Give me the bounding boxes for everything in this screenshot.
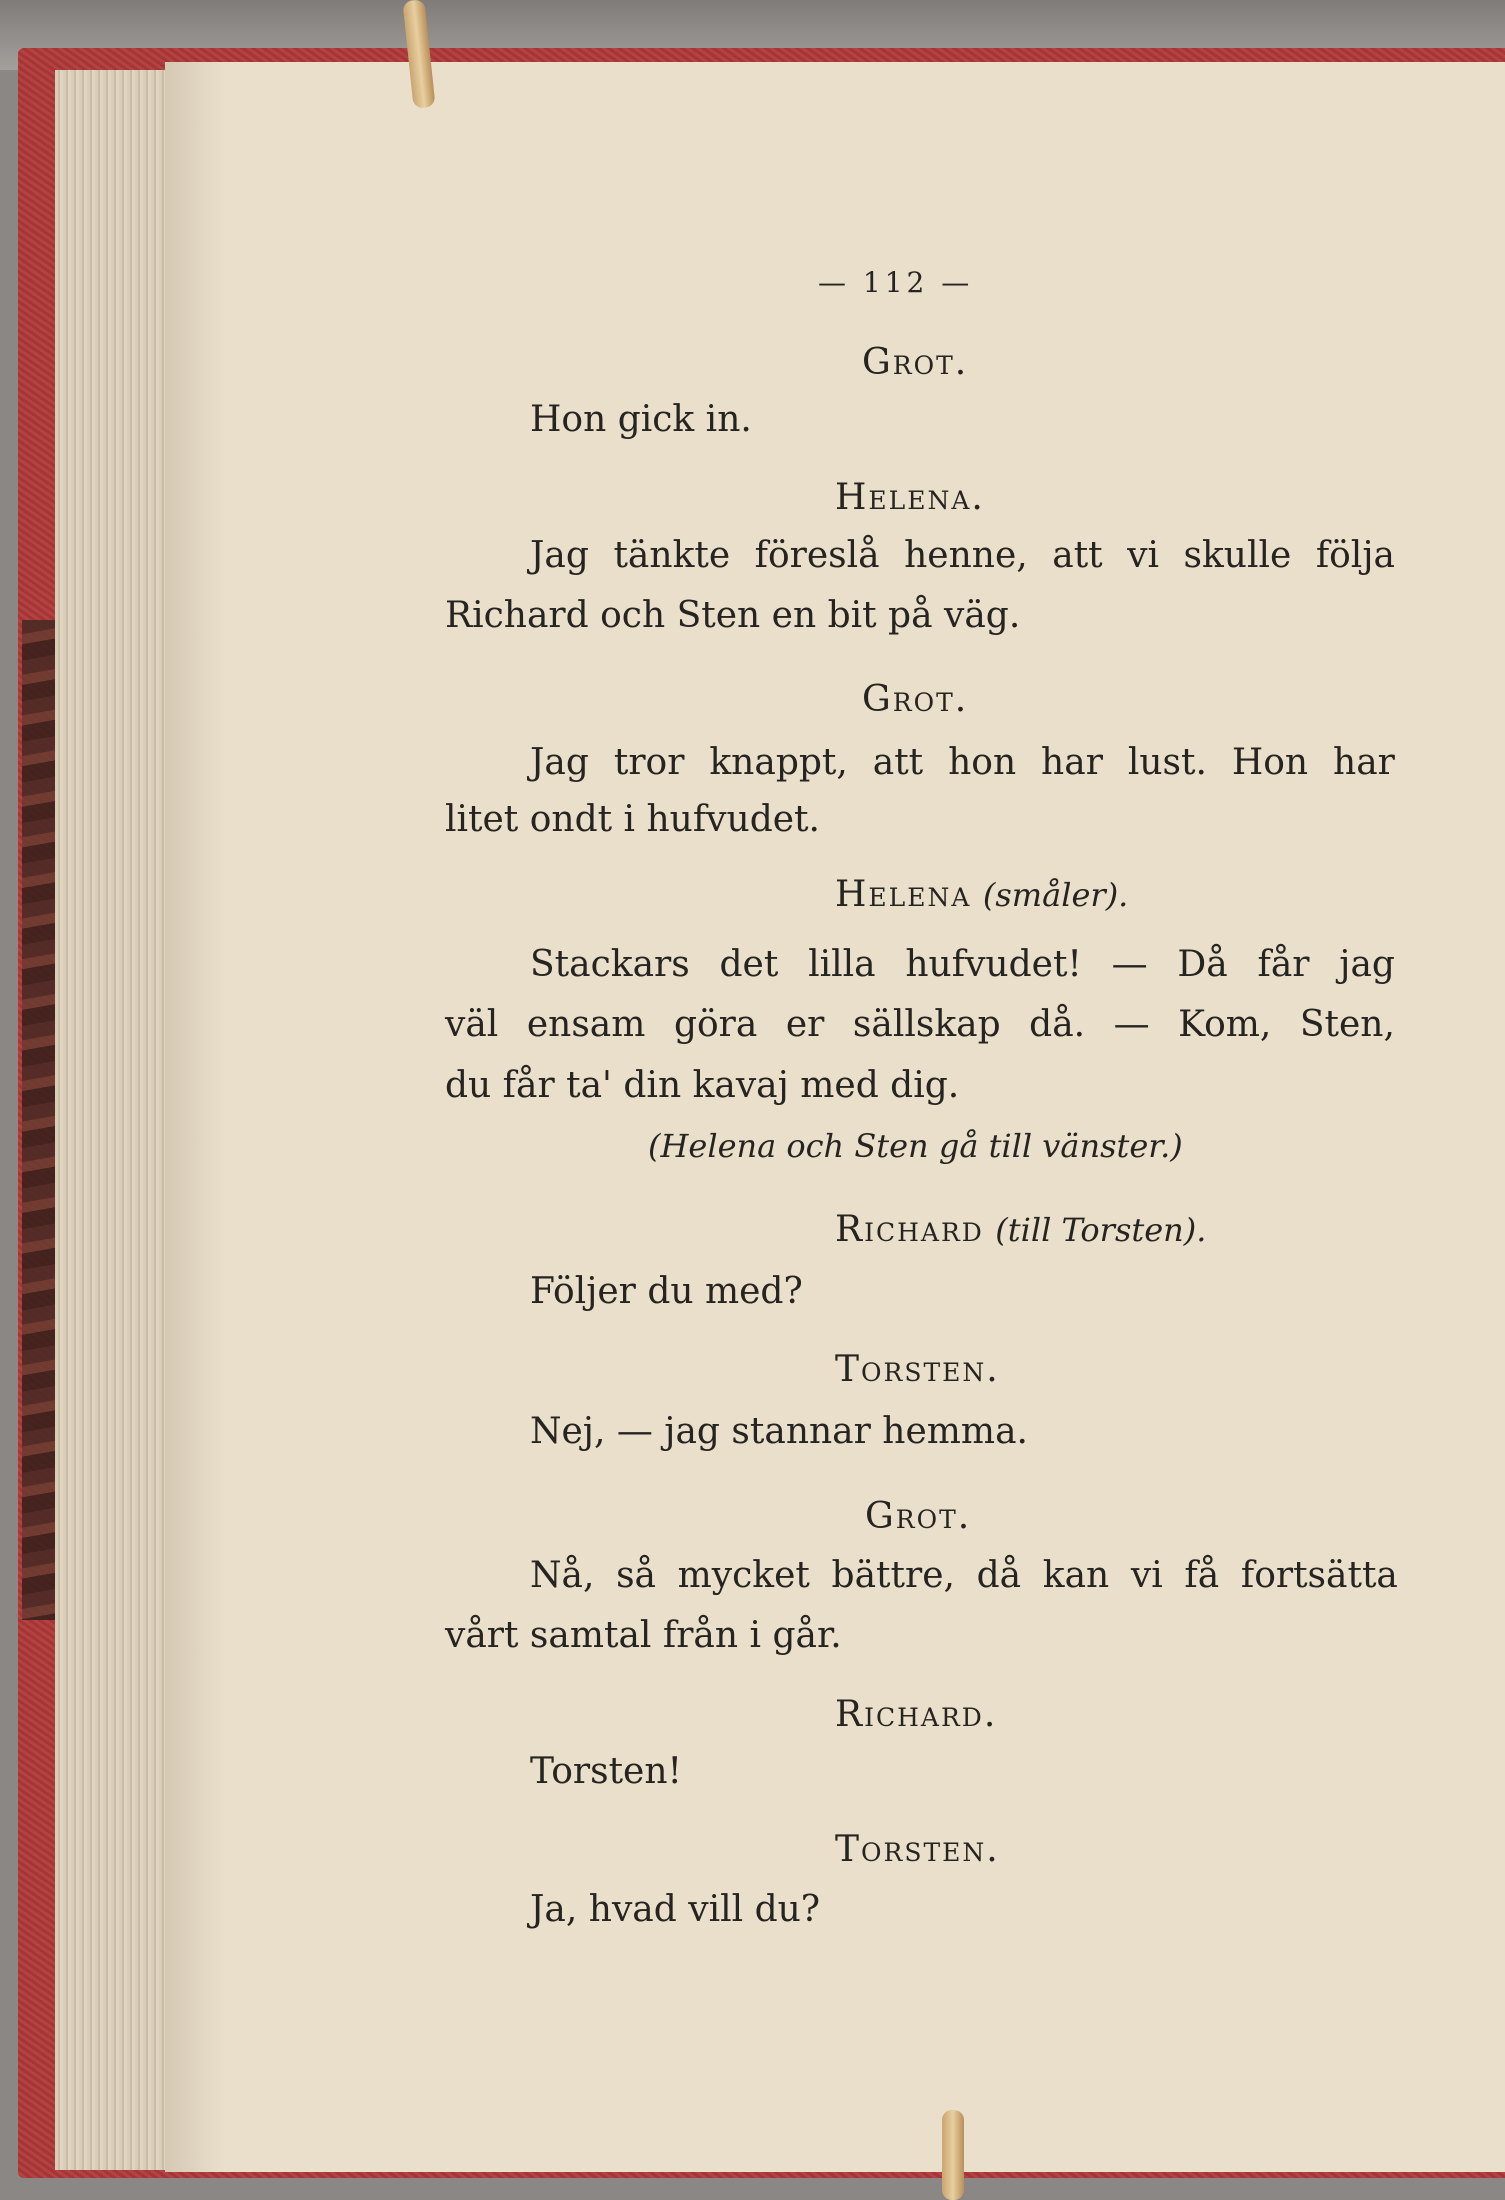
marbled-edge <box>22 620 56 1620</box>
word: vi <box>1127 535 1159 576</box>
speaker-grot: Grot. <box>862 679 969 720</box>
word: knappt, <box>709 742 848 783</box>
word: hufvudet! <box>905 944 1082 985</box>
speaker-name: Helena <box>835 874 972 915</box>
page-edges <box>55 70 170 2170</box>
line-torsten-call: Torsten! <box>530 1751 682 1792</box>
word: — <box>1111 944 1148 985</box>
speaker-helena: Helena. <box>835 477 985 518</box>
word: föreslå <box>754 535 880 576</box>
speaker-name: Richard <box>835 1209 984 1250</box>
stage-direction-exit: (Helena och Sten gå till vänster.) <box>648 1127 1183 1165</box>
line-nej-jag-stannar: Nej, — jag stannar hemma. <box>530 1411 1028 1452</box>
speaker-torsten: Torsten. <box>835 1829 1000 1870</box>
speaker-helena-smaler <box>835 875 1128 915</box>
line-hon-gick-in: Hon gick in. <box>530 399 752 440</box>
word: får <box>1257 944 1310 985</box>
word: lust. <box>1127 742 1207 783</box>
line-grot-3 <box>530 1556 1398 1596</box>
word: följa <box>1315 535 1395 576</box>
stage-direction: (till Torsten). <box>995 1211 1207 1249</box>
word: väl <box>445 1004 499 1045</box>
speaker-grot: Grot. <box>862 342 969 383</box>
word: kan <box>1042 1555 1110 1596</box>
line-helena-3 <box>530 945 1395 985</box>
line-helena-4 <box>445 1005 1395 1045</box>
word: Hon <box>1231 742 1309 783</box>
line-helena-1 <box>530 536 1395 576</box>
word: hon <box>948 742 1017 783</box>
line-foljer-du-med: Följer du med? <box>530 1271 803 1312</box>
word: fortsätta <box>1240 1555 1398 1596</box>
word: lilla <box>808 944 876 985</box>
word: skulle <box>1183 535 1292 576</box>
speaker-torsten: Torsten. <box>835 1349 1000 1390</box>
word: ensam <box>526 1004 646 1045</box>
word: — <box>1113 1004 1150 1045</box>
word: sällskap <box>852 1004 1001 1045</box>
stage-direction: (småler). <box>982 876 1129 914</box>
line-grot-2: litet ondt i hufvudet. <box>445 799 820 840</box>
bottom-clip <box>942 2110 964 2200</box>
word: göra <box>673 1004 758 1045</box>
word: jag <box>1339 944 1395 985</box>
word: tänkte <box>613 535 731 576</box>
word: henne, <box>904 535 1028 576</box>
line-helena-5: du får ta' din kavaj med dig. <box>445 1065 960 1106</box>
word: Jag <box>530 742 589 783</box>
word: vi <box>1130 1555 1163 1596</box>
word: då <box>976 1555 1022 1596</box>
word: har <box>1041 742 1103 783</box>
line-helena-2: Richard och Sten en bit på väg. <box>445 595 1021 636</box>
word: få <box>1184 1555 1220 1596</box>
word: Kom, <box>1178 1004 1272 1045</box>
speaker-grot: Grot. <box>865 1496 972 1537</box>
word: er <box>785 1004 825 1045</box>
word: Sten, <box>1299 1004 1395 1045</box>
word: bättre, <box>831 1555 955 1596</box>
word: Stackars <box>530 944 690 985</box>
word: tror <box>613 742 685 783</box>
line-grot-1 <box>530 743 1395 783</box>
word: då. <box>1029 1004 1086 1045</box>
word: att <box>872 742 924 783</box>
speaker-richard-till-torsten <box>835 1210 1206 1250</box>
word: Jag <box>530 535 589 576</box>
word: mycket <box>677 1555 810 1596</box>
speaker-richard: Richard. <box>835 1694 998 1735</box>
word: att <box>1052 535 1103 576</box>
word: Då <box>1177 944 1228 985</box>
word: så <box>616 1555 656 1596</box>
word: Nå, <box>530 1555 595 1596</box>
word: har <box>1333 742 1395 783</box>
word: det <box>719 944 779 985</box>
line-grot-4: vårt samtal från i går. <box>445 1615 842 1656</box>
page-number: — 112 — <box>818 266 974 299</box>
line-ja-hvad-vill-du: Ja, hvad vill du? <box>530 1889 821 1930</box>
